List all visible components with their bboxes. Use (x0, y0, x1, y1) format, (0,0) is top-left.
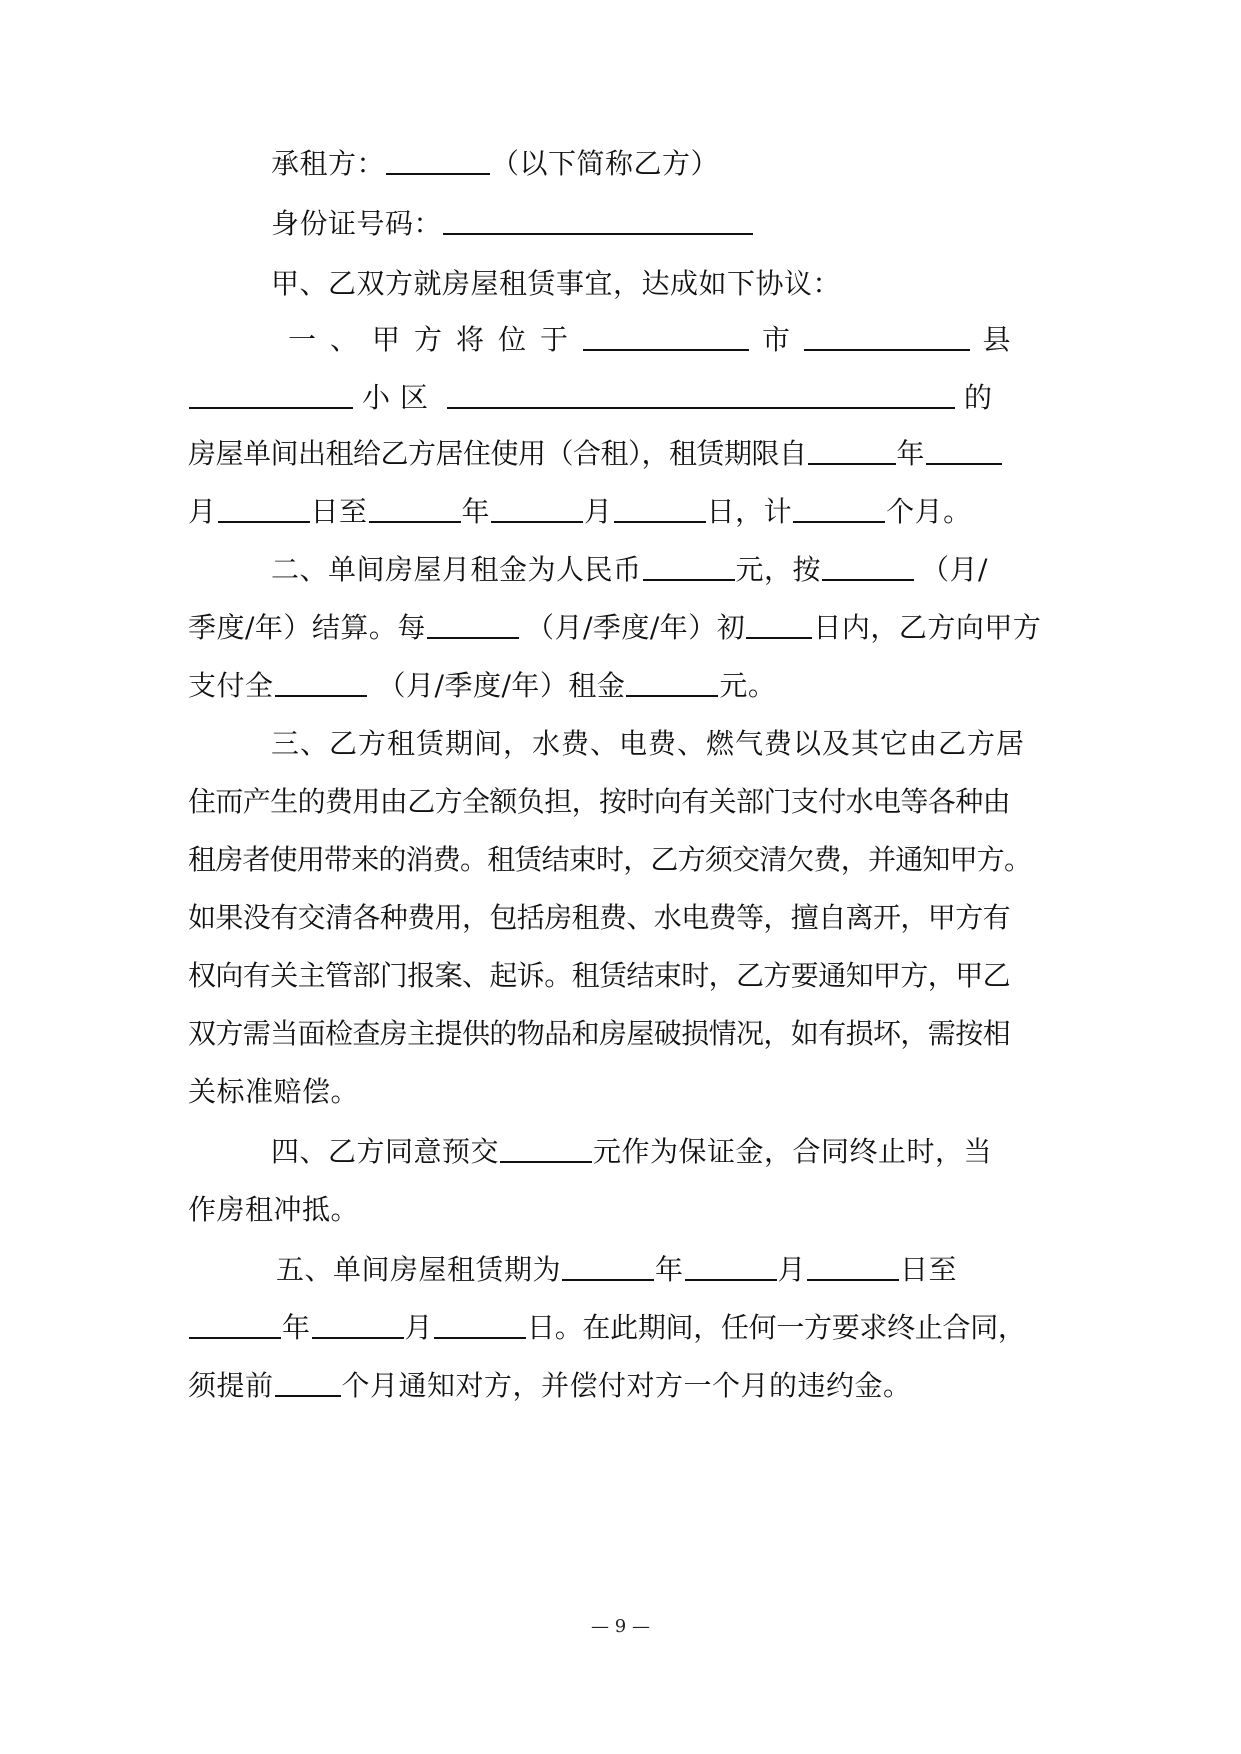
clause-2-line-1 (271, 548, 1141, 592)
lessee-line (271, 142, 1141, 186)
start-year-label: 年 (896, 437, 926, 470)
end-year-blank (369, 491, 461, 523)
rent-amount-blank (643, 549, 735, 581)
clause-3-line-1 (271, 722, 1141, 766)
lease-end-year-blank (189, 1307, 281, 1339)
start-year-blank (808, 433, 896, 465)
lessee-blank (386, 143, 490, 175)
id-number-label: 身份证号码： (271, 207, 443, 240)
clause-4-line-2 (188, 1188, 1058, 1232)
clause-3-text-5: 权向有关主管部门报案、起诉。租赁结束时，乙方要通知甲方，甲乙 (188, 959, 1011, 992)
clause-3-text-7: 关标准赔偿。 (188, 1075, 360, 1108)
clause-3-text-2: 住而产生的费用由乙方全额负担，按时向有关部门支付水电等各种由 (188, 785, 1011, 818)
full-period-blank (275, 665, 367, 697)
end-month-label: 月 (584, 495, 613, 528)
county-blank (804, 319, 970, 351)
district-blank (189, 377, 353, 409)
clause-4-text-a: 四、乙方同意预交 (271, 1135, 500, 1168)
clause-5-text-d: 个月通知对方，并偿付对方一个月的违约金。 (341, 1369, 912, 1402)
clause-5-text-a: 五、单间房屋租赁期为 (276, 1253, 562, 1286)
agreement-intro (271, 262, 1141, 306)
clause-2-text-f: 日内，乙方向甲方 (813, 611, 1042, 644)
lease-end-month-blank (312, 1307, 404, 1339)
start-month-label: 月 (188, 495, 217, 528)
payment-days-blank (746, 607, 812, 639)
clause-3-text-6: 双方需当面检查房主提供的物品和房屋破损情况，如有损坏，需按相 (188, 1017, 1011, 1050)
community-blank (447, 377, 955, 409)
lease-end-day-blank (434, 1307, 526, 1339)
clause-2-line-3 (188, 664, 1058, 708)
clause-1-text-de: 的 (964, 381, 993, 414)
end-day-blank (614, 491, 706, 523)
clause-1-line-4 (188, 490, 1058, 534)
agreement-intro-text: 甲、乙双方就房屋租赁事宜，达成如下协议： (271, 267, 842, 300)
clause-5-text-b: 日。在此期间，任何一方要求终止合同， (527, 1311, 1026, 1344)
clause-3-line-4 (188, 896, 1058, 940)
deposit-blank (500, 1131, 592, 1163)
city-label: 市 (762, 323, 791, 356)
lessee-note: （以下简称乙方） (491, 147, 720, 180)
start-month-blank (926, 433, 1002, 465)
clause-1-text-b: 房屋单间出租给乙方居住使用（合租），租赁期限自 (188, 437, 807, 470)
start-day-blank (218, 491, 310, 523)
id-number-blank (443, 203, 753, 235)
total-months-label: 个月。 (886, 495, 972, 528)
clause-5-text-c: 须提前 (188, 1369, 274, 1402)
lease-start-month-blank (685, 1249, 777, 1281)
end-day-label: 日，计 (706, 495, 793, 528)
clause-4-text-c: 作房租冲抵。 (188, 1193, 360, 1226)
clause-2-text-d: 季度/年）结算。每 (188, 611, 426, 644)
end-month-blank (491, 491, 583, 523)
lease-start-year-blank (562, 1249, 654, 1281)
clause-4-line-1 (271, 1130, 1141, 1174)
notice-months-blank (275, 1365, 341, 1397)
full-rent-blank (626, 665, 718, 697)
clause-3-line-6 (188, 1012, 1058, 1056)
lease-start-year-label: 年 (655, 1253, 684, 1286)
city-blank (583, 319, 749, 351)
lease-end-month-label: 月 (404, 1311, 434, 1344)
lessee-label: 承租方： (271, 147, 386, 180)
clause-2-text-c: （月/ (921, 553, 988, 586)
settlement-period-blank (822, 549, 914, 581)
clause-3-text-1: 三、乙方租赁期间，水费、电费、燃气费以及其它由乙方居 (271, 727, 1026, 760)
end-year-label: 年 (461, 495, 491, 528)
clause-1-line-3 (188, 432, 1058, 476)
lease-start-day-label: 日至 (900, 1253, 958, 1286)
clause-2-text-h: （月/季度/年）租金 (377, 669, 626, 702)
clause-5-line-2 (188, 1306, 1058, 1350)
total-months-blank (793, 491, 885, 523)
clause-3-line-3 (188, 838, 1058, 882)
clause-3-line-7 (188, 1070, 1058, 1114)
county-label: 县 (982, 323, 1012, 356)
clause-3-text-3: 租房者使用带来的消费。租赁结束时，乙方须交清欠费，并通知甲方。 (188, 843, 1032, 876)
id-number-line (271, 202, 1141, 246)
clause-4-text-b: 元作为保证金，合同终止时，当 (593, 1135, 993, 1168)
payment-period-blank (427, 607, 519, 639)
lease-start-day-blank (807, 1249, 899, 1281)
clause-2-line-2 (188, 606, 1058, 650)
clause-2-text-e: （月/季度/年）初 (525, 611, 746, 644)
clause-1-line-1 (288, 318, 1158, 362)
start-day-label: 日至 (310, 495, 368, 528)
clause-3-text-4: 如果没有交清各种费用，包括房租费、水电费等，擅自离开，甲方有 (188, 901, 1011, 934)
clause-5-line-3 (188, 1364, 1058, 1408)
clause-5-line-1 (276, 1248, 1146, 1292)
clause-2-text-g: 支付全 (188, 669, 274, 702)
clause-2-text-b: 元，按 (735, 553, 822, 586)
page-number: — 9 — (591, 1616, 650, 1637)
clause-1-line-2 (188, 376, 1058, 420)
lease-end-year-label: 年 (282, 1311, 311, 1344)
clause-3-line-2 (188, 780, 1058, 824)
community-label: 小区 (362, 381, 439, 414)
lease-start-month-label: 月 (777, 1253, 807, 1286)
clause-3-line-5 (188, 954, 1058, 998)
clause-2-text-a: 二、单间房屋月租金为人民币 (271, 553, 642, 586)
clause-2-text-i: 元。 (719, 669, 777, 702)
clause-1-text-a: 一、甲方将位于 (288, 323, 583, 356)
